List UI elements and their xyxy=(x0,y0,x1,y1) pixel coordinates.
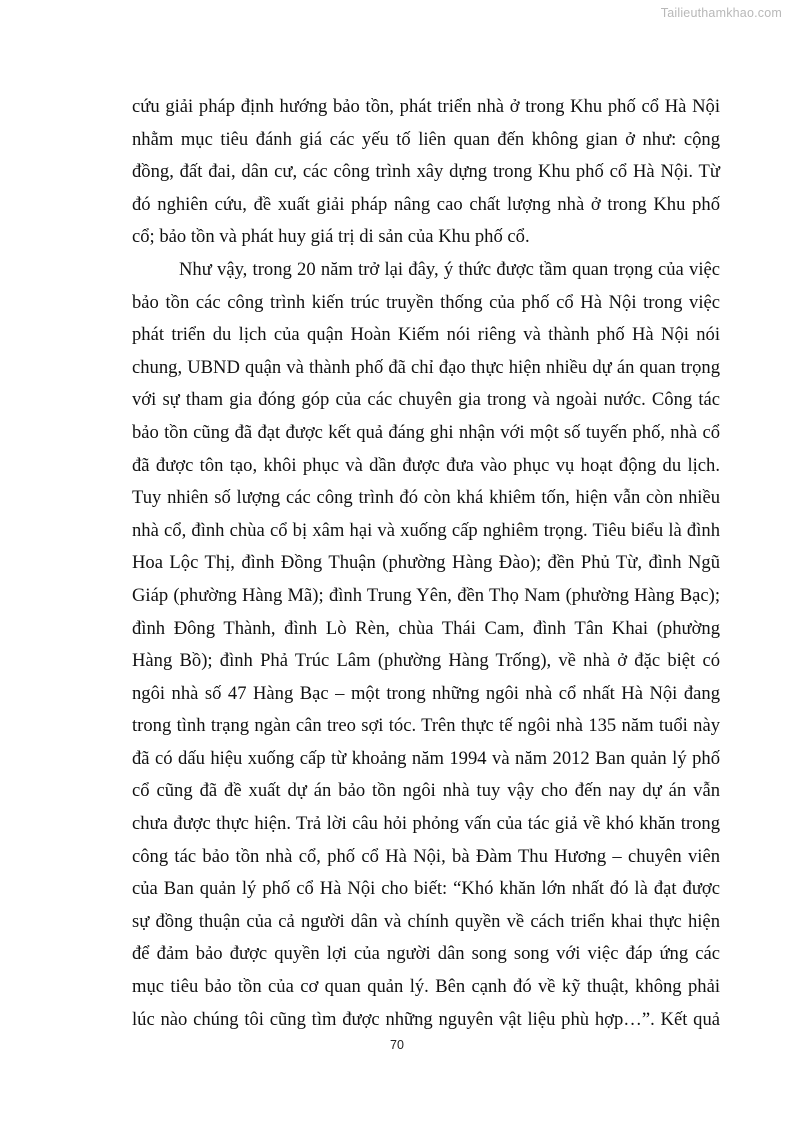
text-line: Hoa Lộc Thị, đình Đồng Thuận (phường Hàng Đào); đền Phủ Từ, đình Ngũ xyxy=(132,552,720,574)
text-line: phát triển du lịch của quận Hoàn Kiếm nói riêng và thành phố Hà Nội nói xyxy=(132,324,720,346)
text-line: lúc nào chúng tôi cũng tìm được những nguyên vật liệu phù hợp…”. Kết quả xyxy=(132,1008,720,1030)
text-line: đã có dấu hiệu xuống cấp từ khoảng năm 1994 và năm 2012 Ban quản lý phố xyxy=(132,747,720,769)
text-line: cứu giải pháp định hướng bảo tồn, phát triển nhà ở trong Khu phố cổ Hà Nội xyxy=(132,96,720,117)
paragraph-2 xyxy=(132,254,720,1036)
text-line: nhằm mục tiêu đánh giá các yếu tố liên quan đến không gian ở như: cộng xyxy=(132,128,720,150)
page-number: 70 xyxy=(390,1038,404,1052)
text-line: của Ban quản lý phố cổ Hà Nội cho biết: “Khó khăn lớn nhất đó là đạt được xyxy=(132,878,720,900)
text-line: Tuy nhiên số lượng các công trình đó còn khá khiêm tốn, hiện vẫn còn nhiều xyxy=(132,487,720,509)
text-line: để đảm bảo được quyền lợi của người dân song song với việc đáp ứng các xyxy=(132,943,720,965)
text-line: đồng, đất đai, dân cư, các công trình xây dựng trong Khu phố cổ Hà Nội. Từ xyxy=(132,161,720,183)
text-line: chưa được thực hiện. Trả lời câu hỏi phỏng vấn của tác giả về khó khăn trong xyxy=(132,813,720,835)
document-body xyxy=(132,91,720,1036)
text-line: đã được tôn tạo, khôi phục và dần được đưa vào phục vụ hoạt động du lịch. xyxy=(132,454,720,476)
text-line: trong tình trạng ngàn cân treo sợi tóc. Trên thực tế ngôi nhà 135 năm tuổi này xyxy=(132,715,720,737)
text-line: nhà cổ, đình chùa cổ bị xâm hại và xuống cấp nghiêm trọng. Tiêu biểu là đình xyxy=(132,519,720,541)
text-line: bảo tồn các công trình kiến trúc truyền thống của phố cổ Hà Nội trong việc xyxy=(132,291,720,313)
text-line: công tác bảo tồn nhà cổ, phố cổ Hà Nội, bà Đàm Thu Hương – chuyên viên xyxy=(132,845,720,867)
text-line: chung, UBND quận và thành phố đã chỉ đạo thực hiện nhiều dự án quan trọng xyxy=(132,356,720,378)
text-line: đó nghiên cứu, đề xuất giải pháp nâng cao chất lượng nhà ở trong Khu phố xyxy=(132,193,720,215)
text-line: với sự tham gia đóng góp của các chuyên gia trong và ngoài nước. Công tác xyxy=(132,389,720,411)
text-line: mục tiêu bảo tồn của cơ quan quản lý. Bên cạnh đó về kỹ thuật, không phải xyxy=(132,976,720,998)
text-line: Như vậy, trong 20 năm trở lại đây, ý thức được tầm quan trọng của việc xyxy=(179,258,720,280)
text-line: cổ; bảo tồn và phát huy giá trị di sản của Khu phố cổ. xyxy=(132,226,530,248)
text-line: đình Đông Thành, đình Lò Rèn, chùa Thái Cam, đình Tân Khai (phường xyxy=(132,617,720,639)
paragraph-1 xyxy=(132,91,720,254)
text-line: sự đồng thuận của cả người dân và chính quyền về cách triển khai thực hiện xyxy=(132,910,720,932)
watermark: Tailieuthamkhao.com xyxy=(660,6,782,20)
text-line: cổ cũng đã đề xuất dự án bảo tồn ngôi nhà tuy vậy cho đến nay dự án vẫn xyxy=(132,780,720,802)
text-line: Giáp (phường Hàng Mã); đình Trung Yên, đền Thọ Nam (phường Hàng Bạc); xyxy=(132,584,720,606)
text-line: Hàng Bồ); đình Phả Trúc Lâm (phường Hàng Trống), về nhà ở đặc biệt có xyxy=(132,650,720,672)
text-line: ngôi nhà số 47 Hàng Bạc – một trong những ngôi nhà cổ nhất Hà Nội đang xyxy=(132,682,720,704)
text-line: bảo tồn cũng đã đạt được kết quả đáng ghi nhận với một số tuyến phố, nhà cổ xyxy=(132,421,720,443)
